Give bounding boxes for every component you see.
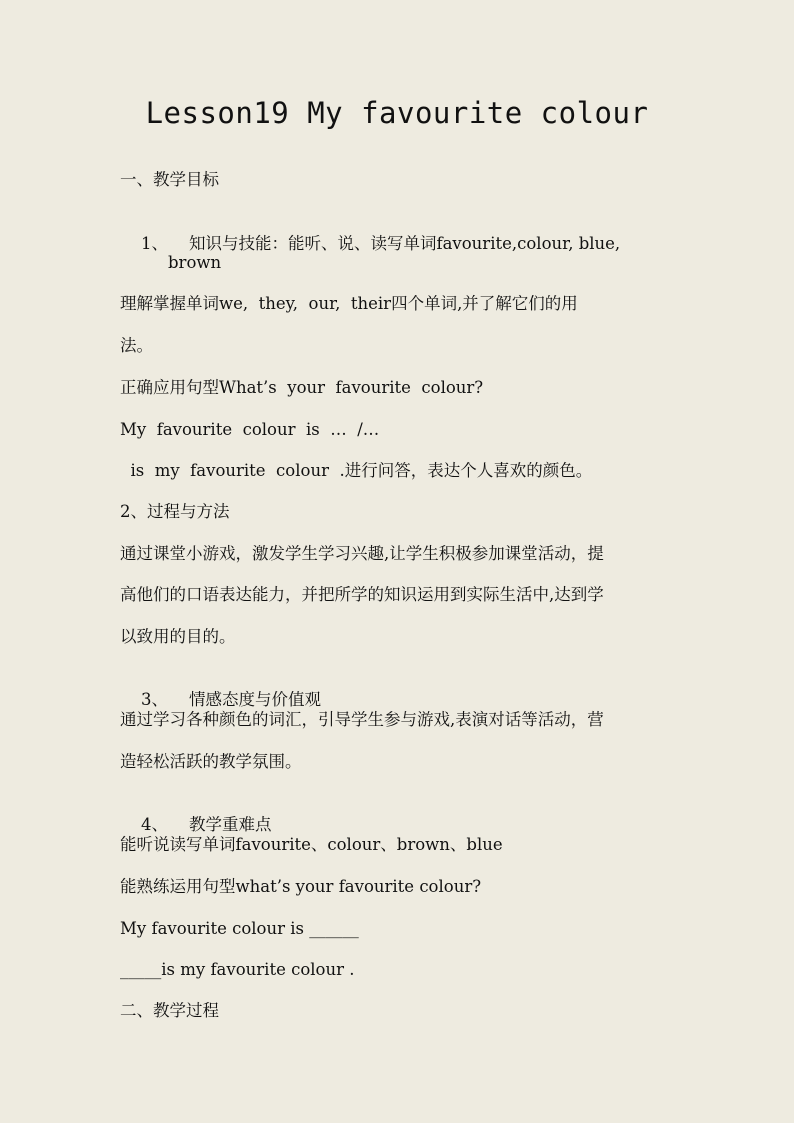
paragraph-line: 以致用的目的。 bbox=[120, 627, 236, 646]
item-number: 3、 bbox=[140, 690, 168, 709]
section-heading-teaching-process: 二、教学过程 bbox=[120, 1001, 219, 1020]
paragraph-line: 法。 bbox=[120, 336, 153, 355]
page-title: Lesson19 My favourite colour bbox=[145, 96, 649, 130]
paragraph-line: 造轻松活跃的教学氛围。 bbox=[120, 752, 302, 771]
paragraph-line: My favourite colour is ______ bbox=[120, 919, 359, 938]
item-1-continuation: brown bbox=[168, 253, 222, 272]
item-text: 情感态度与价值观 bbox=[188, 690, 321, 709]
paragraph-line: 通过学习各种颜色的词汇，引导学生参与游戏,表演对话等活动，营 bbox=[120, 710, 604, 729]
item-number: 4、 bbox=[140, 815, 168, 834]
paragraph-line: _____is my favourite colour . bbox=[120, 960, 355, 979]
item-number: 1、 bbox=[140, 234, 168, 253]
item-text: 教学重难点 bbox=[188, 815, 272, 834]
section-heading-process-methods: 2、过程与方法 bbox=[120, 502, 230, 521]
paragraph-line: 正确应用句型What’s your favourite colour? bbox=[120, 378, 484, 397]
paragraph-line: 高他们的口语表达能力，并把所学的知识运用到实际生活中,达到学 bbox=[120, 585, 604, 604]
paragraph-line: 能听说读写单词favourite、colour、brown、blue bbox=[120, 835, 503, 854]
paragraph-line: 能熟练运用句型what’s your favourite colour? bbox=[120, 877, 482, 896]
item-text: 知识与技能：能听、说、读写单词favourite,colour, blue, bbox=[188, 234, 621, 253]
section-heading-teaching-goals: 一、教学目标 bbox=[120, 170, 219, 189]
paragraph-line: is my favourite colour .进行问答，表达个人喜欢的颜色。 bbox=[120, 461, 593, 480]
paragraph-line: My favourite colour is … /… bbox=[120, 420, 380, 439]
paragraph-line: 理解掌握单词we, they, our, their四个单词,并了解它们的用 bbox=[120, 294, 578, 313]
paragraph-line: 通过课堂小游戏，激发学生学习兴趣,让学生积极参加课堂活动，提 bbox=[120, 544, 604, 563]
